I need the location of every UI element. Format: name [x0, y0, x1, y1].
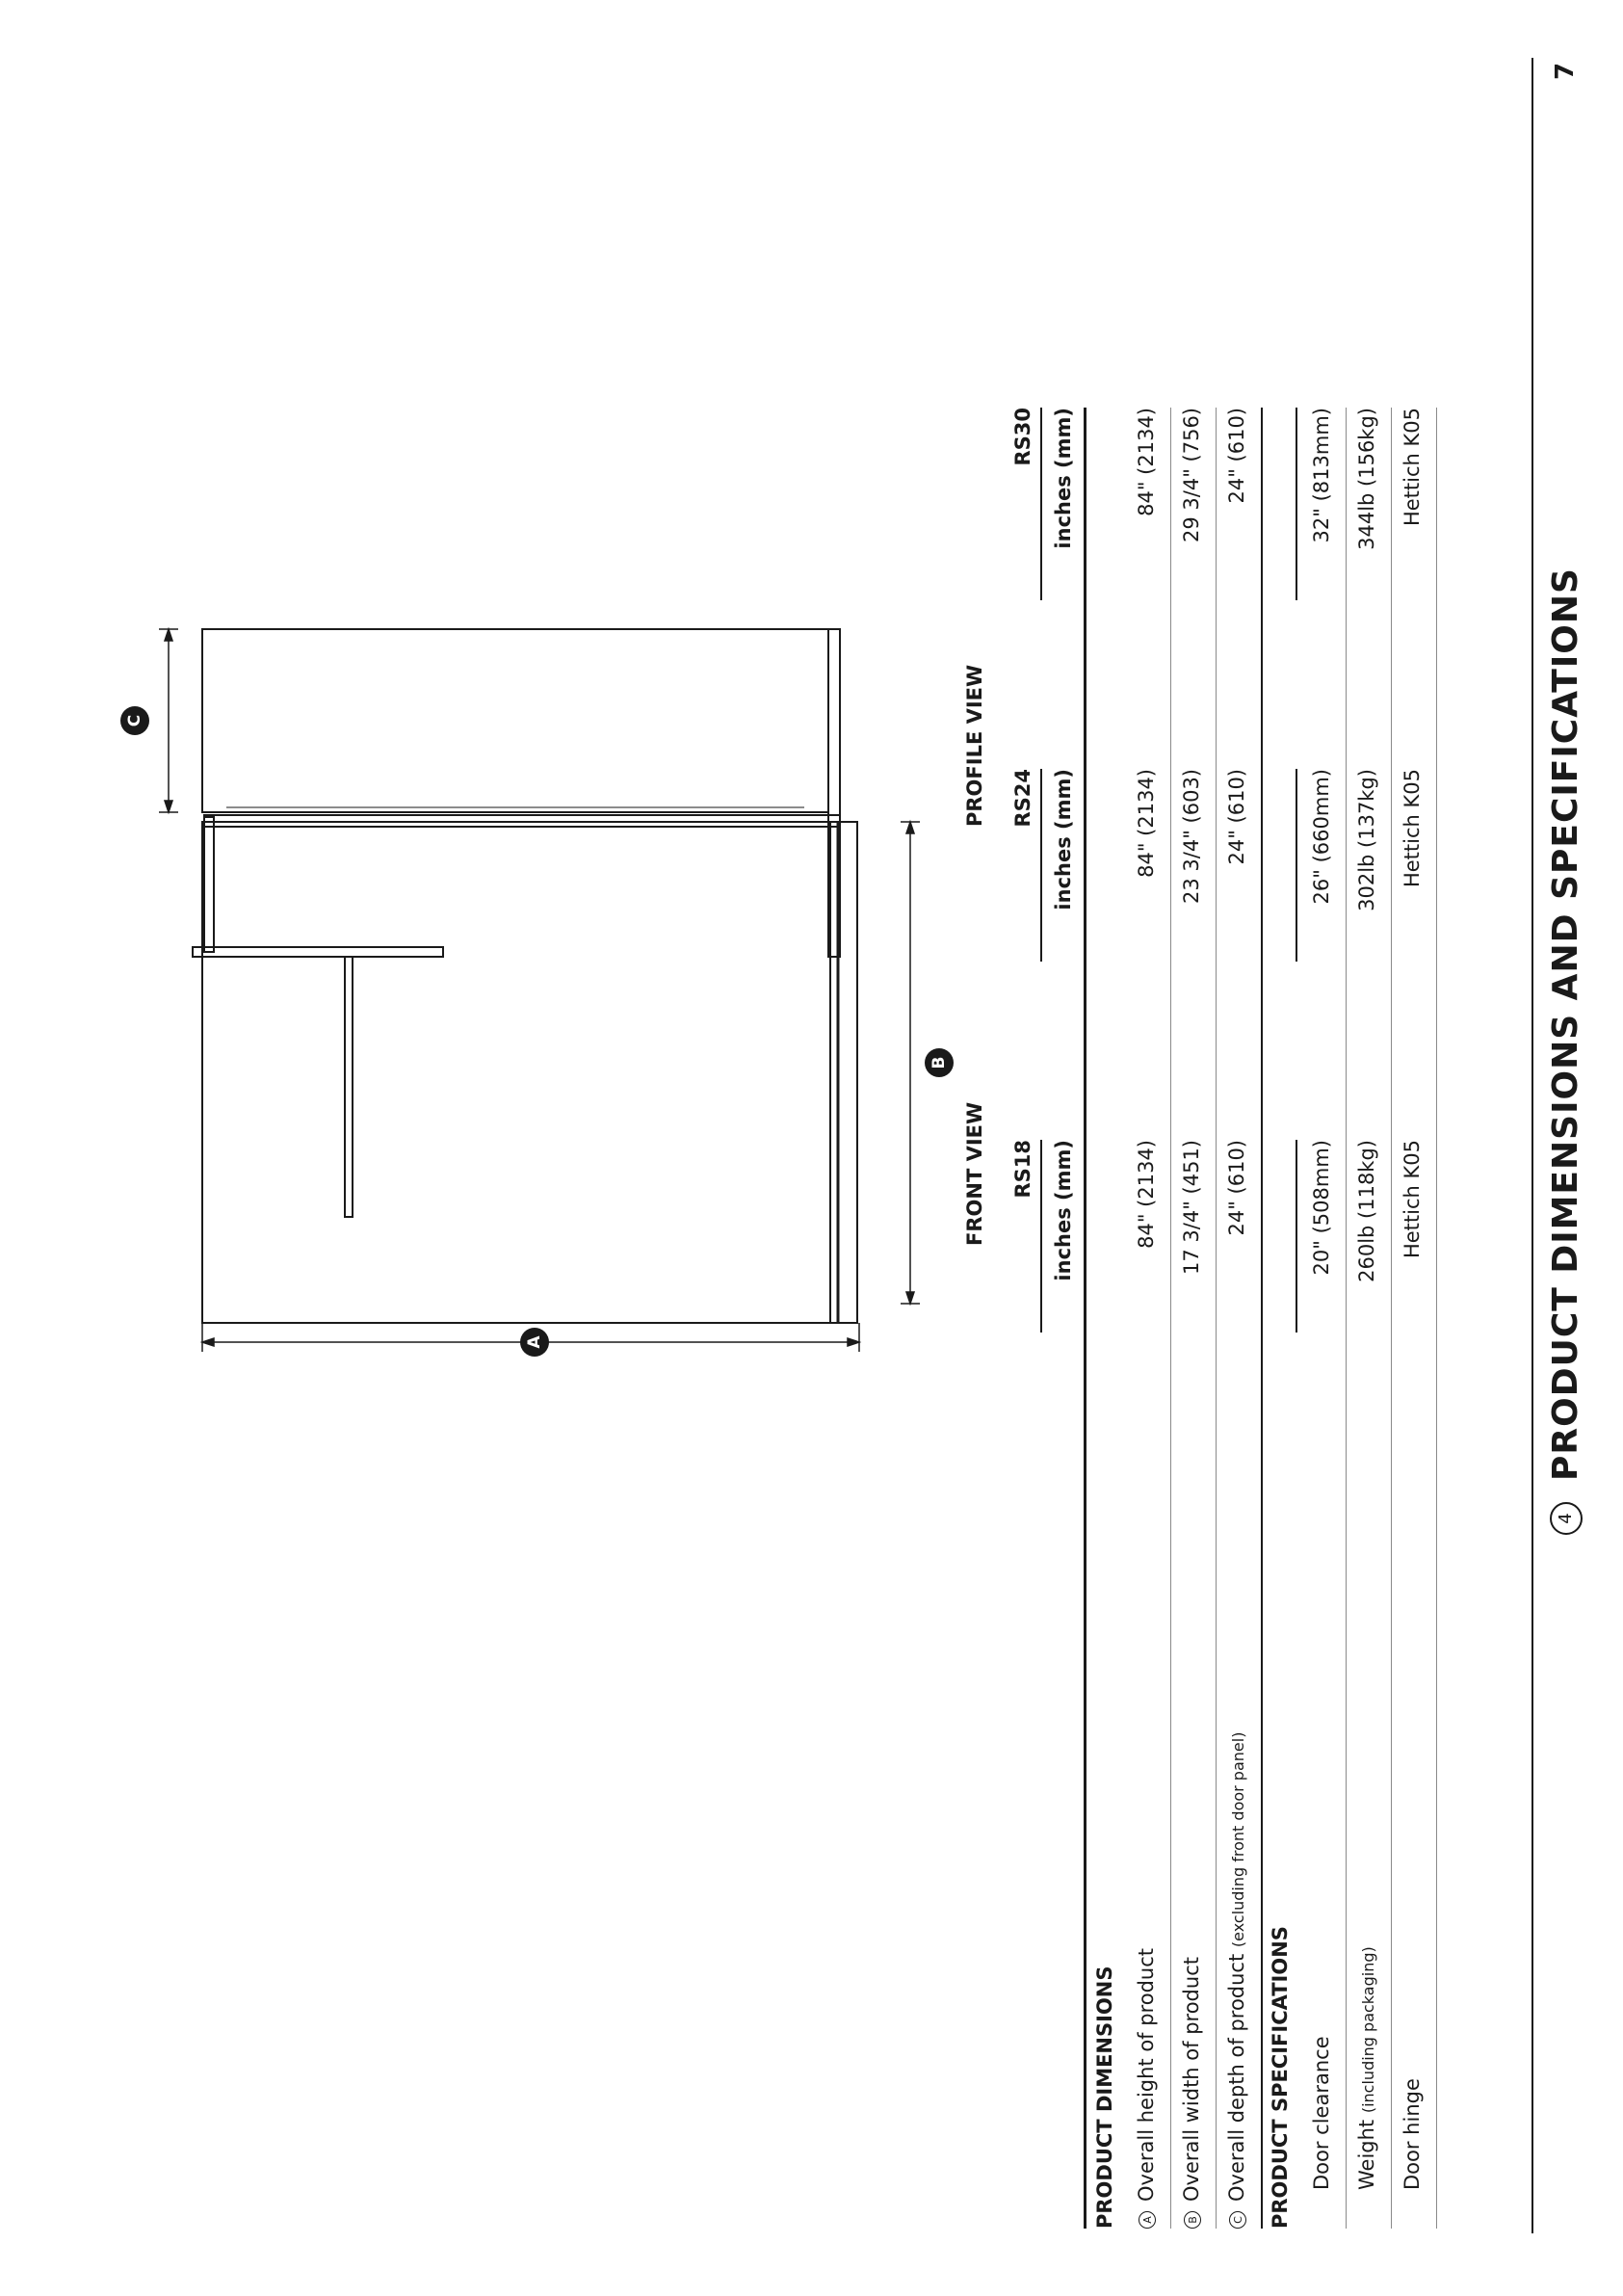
- height-rs30: 84" (2134): [1135, 408, 1158, 516]
- profile-view-label-upright: PROFILE VIEW: [963, 664, 986, 827]
- width-rs30: 29 3/4" (756): [1180, 408, 1203, 542]
- callout-c: C: [120, 706, 149, 735]
- row-height-text: Overall height of product: [1135, 1947, 1158, 2202]
- callout-b: B: [925, 1048, 954, 1077]
- front-view-label-upright: FRONT VIEW: [963, 1101, 986, 1246]
- hinge-rs30: Hettich K05: [1400, 408, 1424, 527]
- clearance-rs18: 20" (508mm): [1310, 1140, 1333, 1276]
- rs24-unit: inches (mm): [1052, 769, 1075, 910]
- depth-rs18: 24" (610): [1225, 1140, 1248, 1236]
- rs30-unit: inches (mm): [1052, 408, 1075, 549]
- row-width-text: Overall width of product: [1180, 1957, 1203, 2202]
- front-dim-b: [901, 822, 920, 1304]
- weight-rs18: 260lb (118kg): [1355, 1140, 1378, 1282]
- specifications-heading: PRODUCT SPECIFICATIONS: [1269, 1926, 1292, 2229]
- hinge-rs24: Hettich K05: [1400, 769, 1424, 888]
- row-depth-badge: C: [1229, 2211, 1246, 2229]
- width-rs24: 23 3/4" (603): [1180, 769, 1203, 904]
- weight-rs24: 302lb (137kg): [1355, 769, 1378, 911]
- section-title-upright-text: PRODUCT DIMENSIONS AND SPECIFICATIONS: [1546, 567, 1585, 1481]
- rs18-header: RS18: [1011, 1140, 1034, 1199]
- rs24-header: RS24: [1011, 769, 1034, 828]
- profile-view-box: [193, 629, 840, 957]
- weight-rs30: 344lb (156kg): [1355, 408, 1378, 550]
- clearance-rs24: 26" (660mm): [1310, 769, 1333, 905]
- profile-dim-c: [159, 629, 178, 812]
- row-weight-note: (including packaging): [1359, 1946, 1377, 2114]
- rs30-header: RS30: [1011, 408, 1034, 466]
- row-clearance-label: Door clearance: [1310, 2036, 1333, 2190]
- clearance-rs30: 32" (813mm): [1310, 408, 1333, 543]
- hinge-rs18: Hettich K05: [1400, 1140, 1424, 1259]
- row-hinge-label: Door hinge: [1400, 2078, 1424, 2190]
- row-height-badge: A: [1139, 2211, 1156, 2229]
- row-depth-note: (excluding front door panel): [1229, 1731, 1247, 1948]
- row-weight-text: Weight: [1355, 2119, 1378, 2190]
- height-rs18: 84" (2134): [1135, 1140, 1158, 1249]
- front-view-box: [202, 822, 857, 1323]
- width-rs18: 17 3/4" (451): [1180, 1140, 1203, 1275]
- dimensions-heading: PRODUCT DIMENSIONS: [1093, 1966, 1116, 2229]
- depth-rs24: 24" (610): [1225, 769, 1248, 865]
- height-rs24: 84" (2134): [1135, 769, 1158, 878]
- callout-a: A: [520, 1328, 549, 1357]
- rs18-unit: inches (mm): [1052, 1140, 1075, 1281]
- depth-rs30: 24" (610): [1225, 408, 1248, 504]
- section-number-upright: 4: [1556, 1513, 1576, 1524]
- page-number-upright: 7: [1551, 62, 1580, 80]
- row-depth-text: Overall depth of product: [1225, 1953, 1248, 2202]
- row-width-badge: B: [1184, 2211, 1201, 2229]
